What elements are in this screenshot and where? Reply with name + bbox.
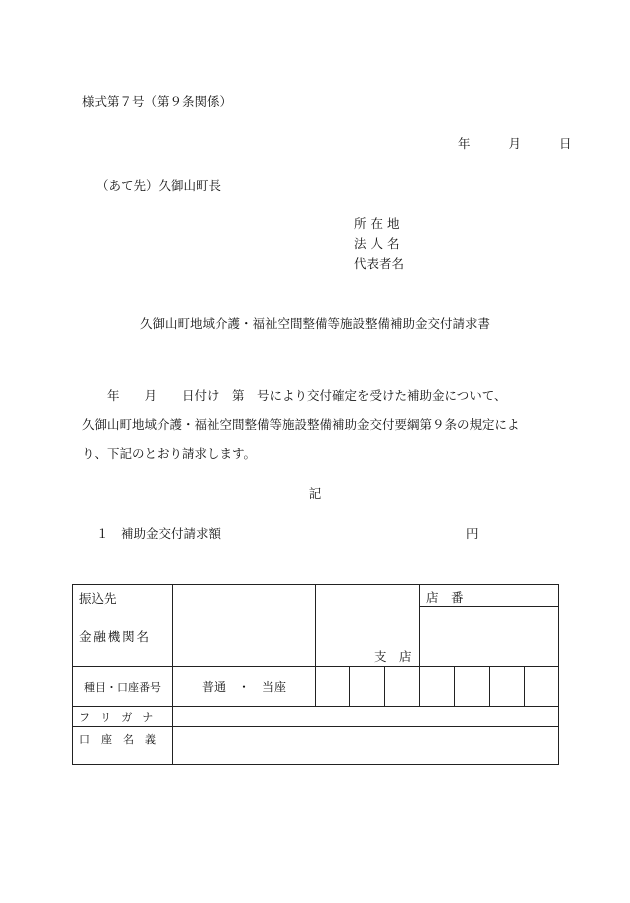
date-year: 年 <box>458 136 471 151</box>
bank-account-table <box>72 584 559 765</box>
corp-name-label: 法 人 名 <box>354 236 400 251</box>
addressee: （あて先）久御山町長 <box>96 178 222 193</box>
body-paragraph <box>82 381 552 468</box>
body-line-2: 久御山町地域介護・福祉空間整備等施設整備補助金交付要綱第９条の規定によ <box>82 417 520 432</box>
applicant-block <box>354 218 404 278</box>
account-digit-6[interactable] <box>490 667 525 707</box>
furigana-input[interactable] <box>173 707 559 727</box>
branch-no-input[interactable] <box>420 607 559 667</box>
bank-name-input[interactable] <box>173 585 316 667</box>
branch-no-label: 店 番 <box>420 585 559 607</box>
body-line-3: り、下記のとおり請求します。 <box>82 446 257 461</box>
institution-label: 金融機関名 <box>79 629 151 644</box>
account-type-label: 種目・口座番号 <box>73 667 173 707</box>
document-title: 久御山町地域介護・福祉空間整備等施設整備補助金交付請求書 <box>139 316 490 331</box>
holder-input[interactable] <box>173 727 559 765</box>
holder-label: 口 座 名 義 <box>73 727 173 765</box>
branch-name-input[interactable] <box>316 585 420 667</box>
date-line <box>458 138 571 151</box>
form-number: 様式第７号（第９条関係） <box>82 94 233 109</box>
account-digit-2[interactable] <box>350 667 385 707</box>
account-type-value[interactable]: 普通 ・ 当座 <box>173 667 316 707</box>
account-digit-7[interactable] <box>525 667 559 707</box>
ki-heading: 記 <box>308 486 322 501</box>
transfer-to-label: 振込先 <box>79 591 117 606</box>
date-month: 月 <box>508 136 521 151</box>
representative-label: 代表者名 <box>354 256 405 271</box>
item1-unit: 円 <box>466 526 479 541</box>
account-digit-4[interactable] <box>420 667 455 707</box>
body-line-1: 年 月 日付け 第 号により交付確定を受けた補助金について、 <box>82 388 507 403</box>
bank-name-label-cell <box>73 585 173 667</box>
account-digit-5[interactable] <box>455 667 490 707</box>
item1-label: １ 補助金交付請求額 <box>96 526 222 541</box>
furigana-label: フ リ ガ ナ <box>73 707 173 727</box>
account-digit-1[interactable] <box>316 667 350 707</box>
branch-label: 支 店 <box>374 649 412 664</box>
address-label: 所 在 地 <box>354 216 400 231</box>
date-day: 日 <box>558 136 572 151</box>
account-digit-3[interactable] <box>385 667 420 707</box>
